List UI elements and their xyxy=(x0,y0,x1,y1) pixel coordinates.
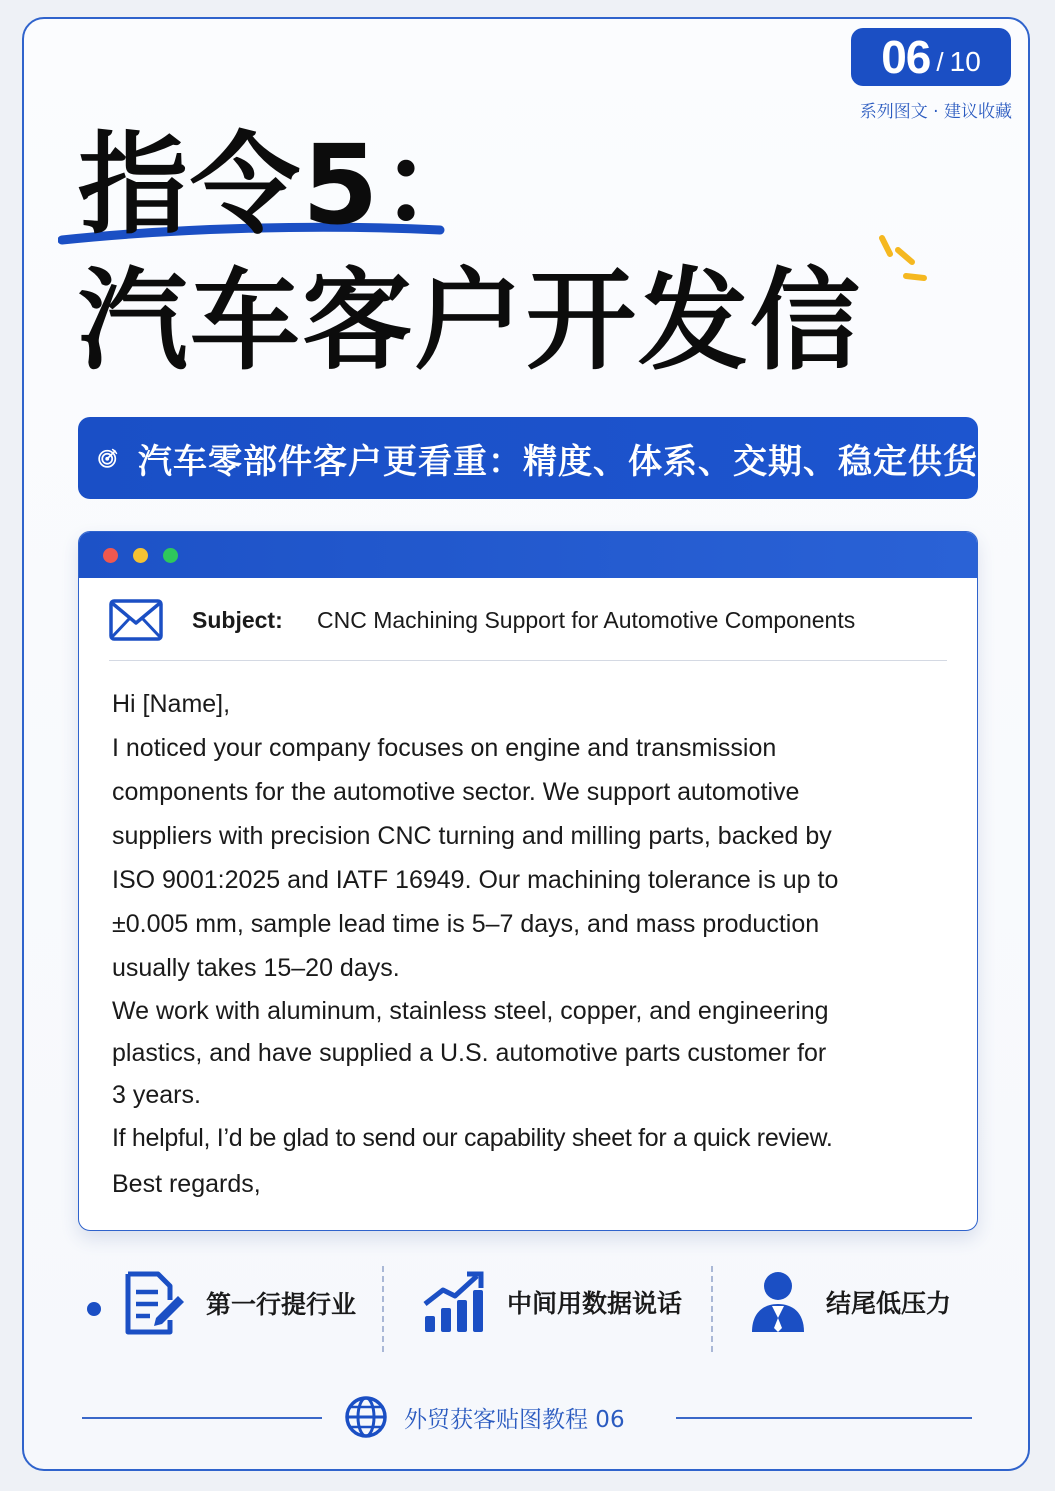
email-body xyxy=(112,682,912,1208)
email-window xyxy=(78,531,978,1231)
bullet-dot xyxy=(87,1302,101,1316)
email-line: usually takes 15–20 days. xyxy=(112,954,400,982)
email-line: suppliers with precision CNC turning and milling parts, backed by xyxy=(112,822,832,850)
title-line-1: 指令5： xyxy=(78,121,493,249)
page-total: 10 xyxy=(949,46,981,77)
footer-line-left xyxy=(82,1417,322,1419)
sparkle-accent-icon xyxy=(876,232,932,284)
tip-label: 中间用数据说话 xyxy=(507,1289,683,1318)
subject-label: Subject: xyxy=(192,607,283,633)
subject-line: CNC Machining Support for Automotive Components xyxy=(317,607,856,633)
series-note: 系列图文 · 建议收藏 xyxy=(859,102,1012,122)
tip-item xyxy=(750,1270,951,1334)
maximize-dot xyxy=(163,548,178,563)
tip-separator xyxy=(382,1266,384,1352)
email-line: If helpful, I’d be glad to send our capability sheet for a quick review. xyxy=(112,1124,833,1152)
minimize-dot xyxy=(133,548,148,563)
tip-label: 第一行提行业 xyxy=(206,1290,357,1319)
close-dot xyxy=(103,548,118,563)
window-title-bar xyxy=(79,532,977,578)
email-closing: Best regards, xyxy=(112,1170,261,1198)
footer-center xyxy=(344,1395,625,1439)
tip-item xyxy=(122,1270,356,1336)
email-line: components for the automotive sector. We support automotive xyxy=(112,778,800,806)
email-line: We work with aluminum, stainless steel, copper, and engineering xyxy=(112,997,829,1025)
page-current: 06 xyxy=(881,31,931,83)
email-line: I noticed your company focuses on engine and transmission xyxy=(112,734,777,762)
key-points-banner xyxy=(78,417,978,499)
subject-divider xyxy=(109,660,947,661)
globe-icon xyxy=(344,1395,388,1439)
page-separator: / xyxy=(936,46,944,77)
user-icon xyxy=(750,1270,806,1334)
tip-item xyxy=(423,1270,682,1334)
mail-icon xyxy=(109,599,163,641)
email-line: 3 years. xyxy=(112,1081,201,1109)
tip-label: 结尾低压力 xyxy=(826,1289,952,1318)
growth-chart-icon xyxy=(423,1270,487,1334)
email-line: plastics, and have supplied a U.S. automotive parts customer for xyxy=(112,1039,827,1067)
email-greeting: Hi [Name], xyxy=(112,690,231,718)
target-icon xyxy=(98,432,118,484)
banner-text: 汽车零部件客户更看重：精度、体系、交期、稳定供货 xyxy=(138,441,978,482)
tip-separator xyxy=(711,1266,713,1352)
email-line: ±0.005 mm, sample lead time is 5–7 days, and mass production xyxy=(112,910,820,938)
footer-line-right xyxy=(676,1417,972,1419)
footer xyxy=(82,1393,972,1443)
email-line: ISO 9001:2025 and IATF 16949. Our machining tolerance is up to xyxy=(112,866,839,894)
title-line-2: 汽车客户开发信 xyxy=(78,257,862,385)
page-counter-badge xyxy=(851,28,1011,86)
document-edit-icon xyxy=(122,1270,186,1336)
tips-row xyxy=(78,1262,978,1354)
footer-text: 外贸获客贴图教程 06 xyxy=(404,1406,625,1433)
